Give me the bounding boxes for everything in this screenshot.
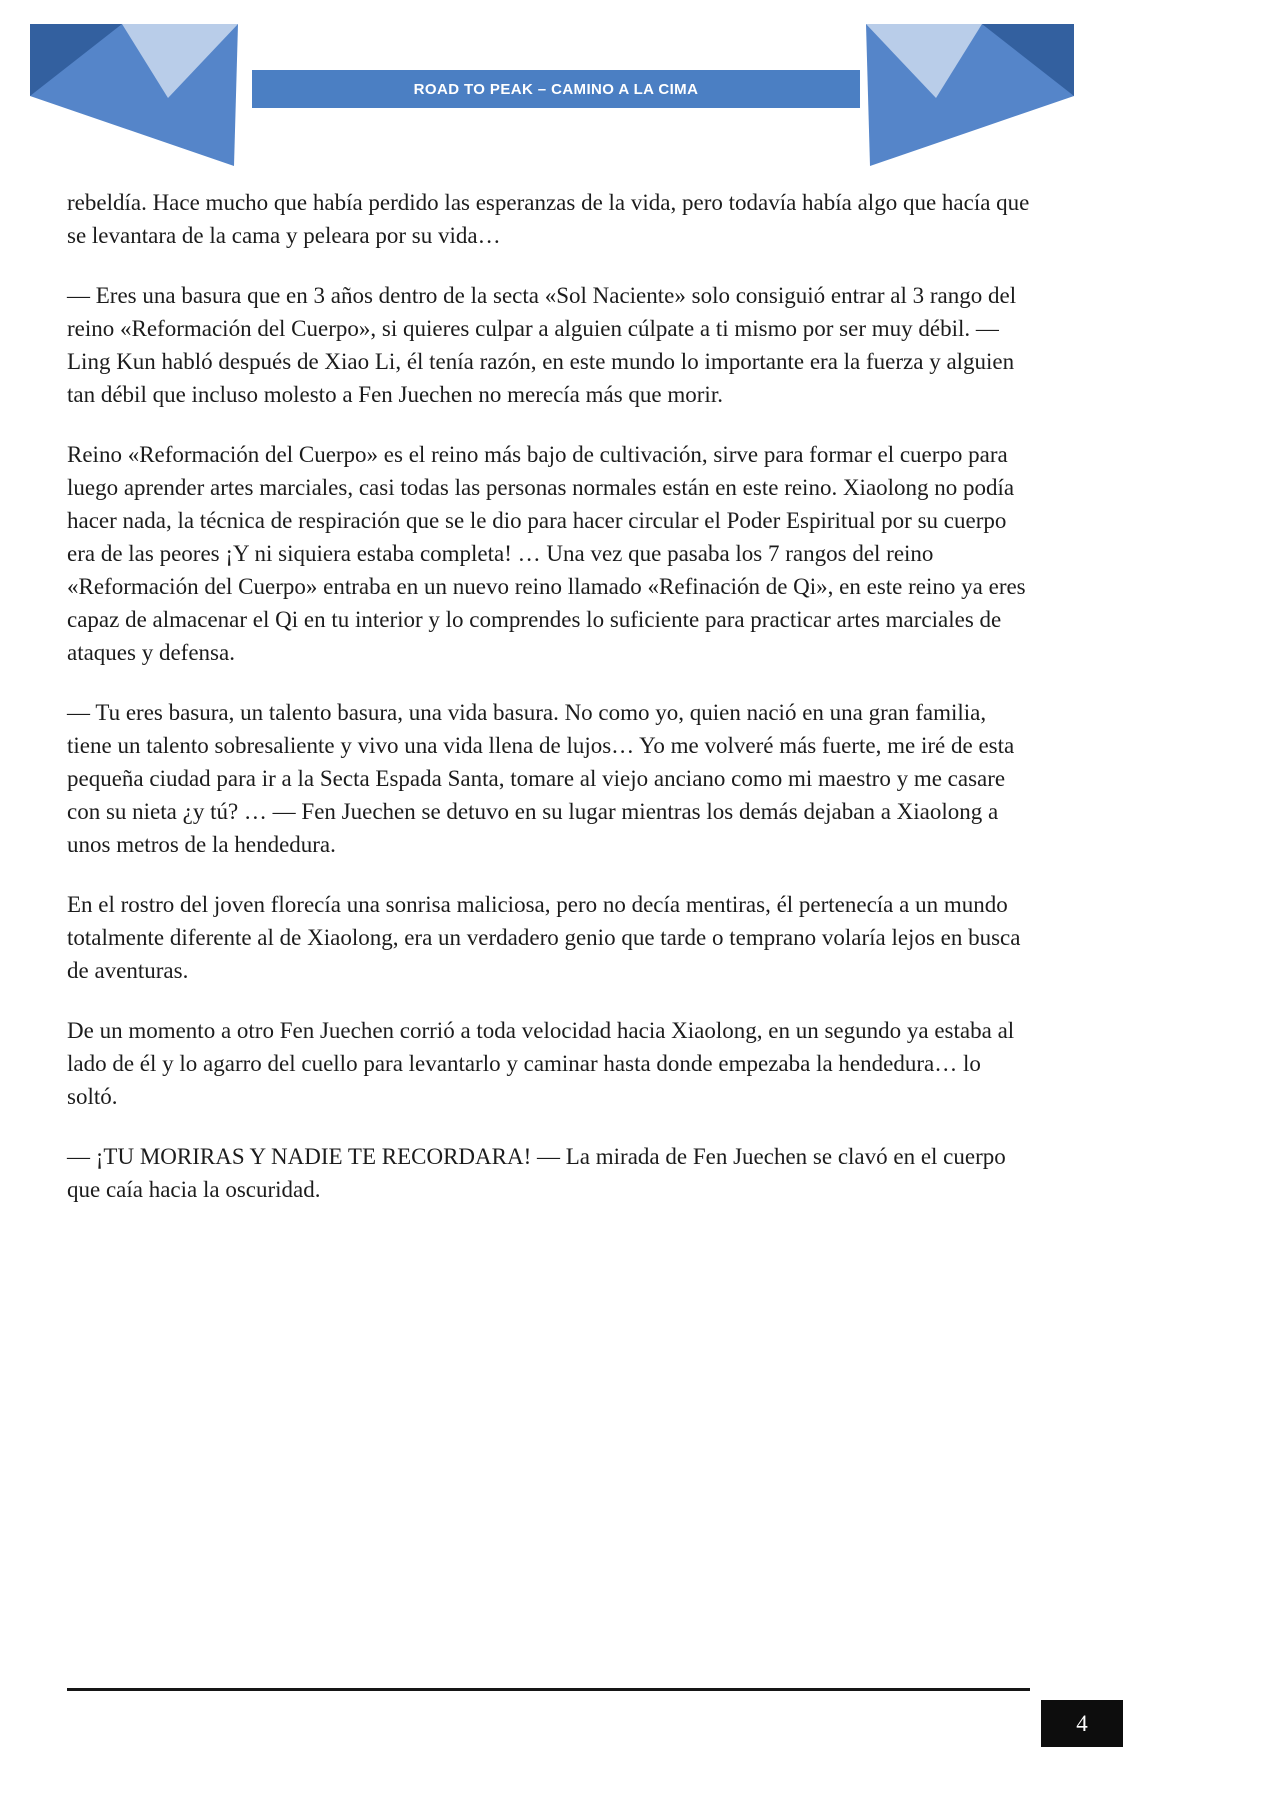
paragraph-4: — Tu eres basura, un talento basura, una vida basura. No como yo, quien nació en una gran familia, tiene un talento sobresaliente y vivo una vida llena de lujos… Yo me volveré más fuerte, me iré de esta pequeña ciudad para ir a la Secta Espada Santa, tomare al viejo anciano como mi maestro y me casare con su nieta ¿y tú? … — Fen Juechen se detuvo en su lugar mientras los demás dejaban a Xiaolong a unos metros de la hendedura. xyxy=(67,700,1015,857)
header-banner-title: ROAD TO PEAK – CAMINO A LA CIMA xyxy=(413,80,699,98)
paragraph-6: De un momento a otro Fen Juechen corrió a toda velocidad hacia Xiaolong, en un segundo ya estaba al lado de él y lo agarro del cuello para levantarlo y caminar hasta donde empezaba la hendedura… lo soltó. xyxy=(67,1018,1015,1109)
paragraph-2: — Eres una basura que en 3 años dentro de la secta «Sol Naciente» solo consiguió entrar al 3 rango del reino «Reformación del Cuerpo», si quieres culpar a alguien cúlpate a ti mismo por ser muy débil. — Ling Kun habló después de Xiao Li, él tenía razón, en este mundo lo importante era la fuerza y alguien tan débil que incluso molesto a Fen Juechen no merecía más que morir. xyxy=(67,283,1017,407)
document-body xyxy=(67,186,1030,1233)
paragraph-3: Reino «Reformación del Cuerpo» es el reino más bajo de cultivación, sirve para formar el cuerpo para luego aprender artes marciales, casi todas las personas normales están en este reino. Xiaolong no podía hacer nada, la técnica de respiración que se le dio para hacer circular el Poder Espiritual por su cuerpo era de las peores ¡Y ni siquiera estaba completa! … Una vez que pasaba los 7 rangos del reino «Reformación del Cuerpo» entraba en un nuevo reino llamado «Refinación de Qi», en este reino ya eres capaz de almacenar el Qi en tu interior y lo comprendes lo suficiente para practicar artes marciales de ataques y defensa. xyxy=(67,442,1026,665)
page-number: 4 xyxy=(1076,1710,1088,1736)
paragraph-1: rebeldía. Hace mucho que había perdido las esperanzas de la vida, pero todavía había algo que hacía que se levantara de la cama y peleara por su vida… xyxy=(67,190,1030,248)
page-number-badge xyxy=(1041,1700,1123,1747)
paragraph-7: — ¡TU MORIRAS Y NADIE TE RECORDARA! — La mirada de Fen Juechen se clavó en el cuerpo que caía hacia la oscuridad. xyxy=(67,1144,1006,1202)
header-banner xyxy=(252,70,860,108)
footer-divider xyxy=(67,1688,1030,1691)
paragraph-5: En el rostro del joven florecía una sonrisa maliciosa, pero no decía mentiras, él pertenecía a un mundo totalmente diferente al de Xiaolong, era un verdadero genio que tarde o temprano volaría lejos en busca de aventuras. xyxy=(67,892,1021,983)
